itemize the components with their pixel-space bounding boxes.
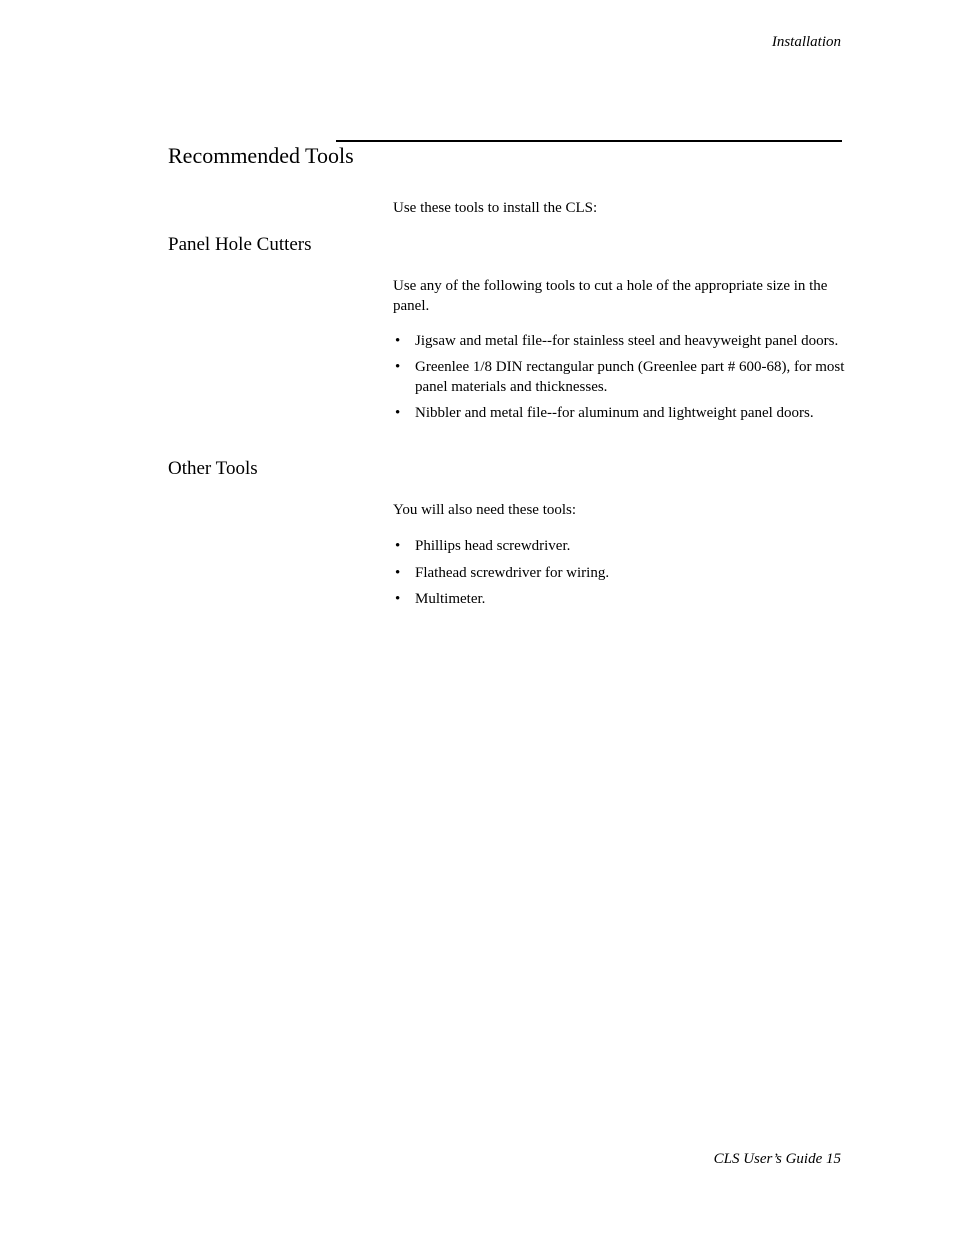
list-item-text: Nibbler and metal file--for aluminum and lightweight panel doors. (415, 405, 814, 421)
running-foot: CLS User’s Guide 15 (713, 1151, 841, 1167)
list-item (393, 403, 845, 423)
bullet-icon: • (395, 591, 401, 607)
heading-panel-hole-cutters: Panel Hole Cutters (168, 234, 312, 255)
list-item (393, 536, 845, 556)
heading-other-tools: Other Tools (168, 458, 258, 479)
list-item (393, 331, 845, 351)
bullet-icon: • (395, 538, 401, 554)
section-rule (336, 140, 842, 142)
other-tools-list (393, 536, 845, 609)
bullet-icon: • (395, 565, 401, 581)
list-item-text: Phillips head screwdriver. (415, 538, 571, 554)
list-item (393, 563, 845, 583)
bullet-icon: • (395, 359, 401, 375)
page-title: Recommended Tools (168, 143, 354, 168)
running-head: Installation (771, 34, 841, 50)
list-item-text: Greenlee 1/8 DIN rectangular punch (Greenlee part # 600-68), for most panel materials and thicknesses. (415, 359, 845, 395)
list-item-text: Flathead screwdriver for wiring. (415, 565, 610, 581)
list-item (393, 357, 845, 397)
bullet-icon: • (395, 405, 401, 421)
list-item-text: Jigsaw and metal file--for stainless steel and heavyweight panel doors. (415, 333, 839, 349)
bullet-icon: • (395, 333, 401, 349)
panel-hole-cutters-list (393, 331, 845, 423)
list-item-text: Multimeter. (415, 591, 486, 607)
section-intro: Use these tools to install the CLS: (393, 200, 598, 216)
list-item (393, 589, 845, 609)
other-tools-intro: You will also need these tools: (393, 502, 577, 518)
panel-hole-cutters-intro: Use any of the following tools to cut a hole of the appropriate size in the panel. (393, 278, 828, 314)
